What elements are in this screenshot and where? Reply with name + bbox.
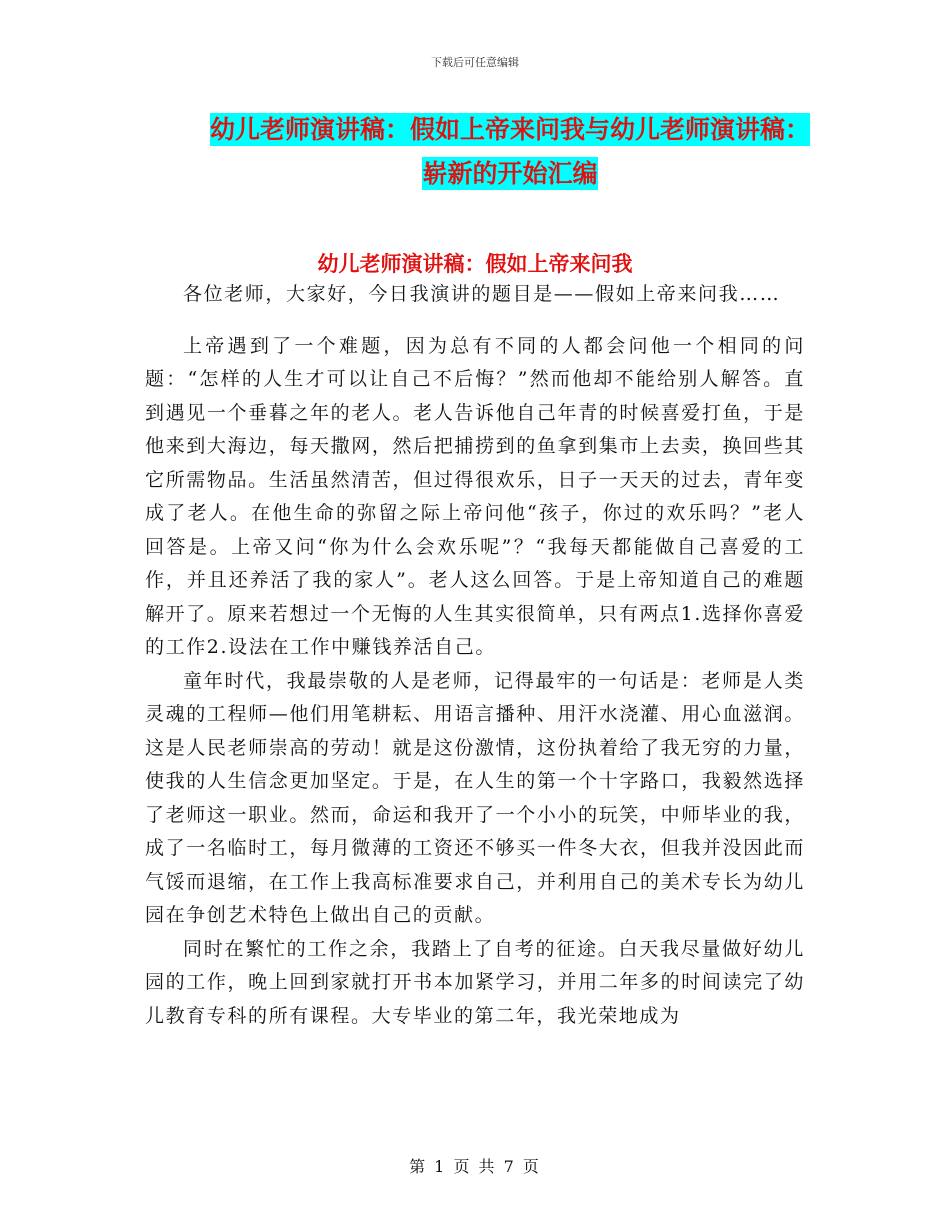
section-title: 幼儿老师演讲稿：假如上帝来问我 — [317, 251, 633, 276]
paragraph: 各位老师，大家好，今日我演讲的题目是——假如上帝来问我…… — [183, 283, 781, 305]
document-title — [190, 108, 830, 196]
page-footer: 第 1 页 共 7 页 — [409, 1157, 541, 1176]
header-note: 下载后可任意编辑 — [431, 56, 519, 69]
paragraph: 同时在繁忙的工作之余，我踏上了自考的征途。白天我尽量做好幼儿园的工作，晚上回到家就打开书本加紧学习，并用二年多的时间读完了幼儿教育专科的所有课程。大专毕业的第二年，我光荣地成为 — [145, 937, 805, 1027]
paragraph: 上帝遇到了一个难题，因为总有不同的人都会问他一个相同的问题：“怎样的人生才可以让自己不后悔？”然而他却不能给别人解答。直到遇见一个垂暮之年的老人。老人告诉他自己年青的时候喜爱打鱼，于是他来到大海边，每天撒网，然后把捕捞到的鱼拿到集市上去卖，换回些其它所需物品。生活虽然清苦，但过得很欢乐，日子一天天的过去，青年变成了老人。在他生命的弥留之际上帝问他“孩子，你过的欢乐吗？”老人回答是。上帝又问“你为什么会欢乐呢”？“我每天都能做自己喜爱的工作，并且还养活了我的家人”。老人这么回答。于是上帝知道自己的难题解开了。原来若想过一个无悔的人生其实很简单，只有两点1.选择你喜爱的工作2.设法在工作中赚钱养活自己。 — [145, 334, 805, 658]
title-line-2: 崭新的开始汇编 — [422, 159, 598, 188]
body-text — [145, 278, 805, 1033]
paragraph: 童年时代，我最崇敬的人是老师，记得最牢的一句话是：老师是人类灵魂的工程师—他们用笔耕耘、用语言播种、用汗水浇灌、用心血滋润。这是人民老师崇高的劳动！就是这份激情，这份执着给了我无穷的力量，使我的人生信念更加坚定。于是，在人生的第一个十字路口，我毅然选择了老师这一职业。然而，命运和我开了一个小小的玩笑，中师毕业的我，成了一名临时工，每月微薄的工资还不够买一件冬大衣，但我并没因此而气馁而退缩，在工作上我高标准要求自己，并利用自己的美术专长为幼儿园在争创艺术特色上做出自己的贡献。 — [145, 669, 805, 926]
title-line-1: 幼儿老师演讲稿：假如上帝来问我与幼儿老师演讲稿： — [209, 115, 810, 144]
